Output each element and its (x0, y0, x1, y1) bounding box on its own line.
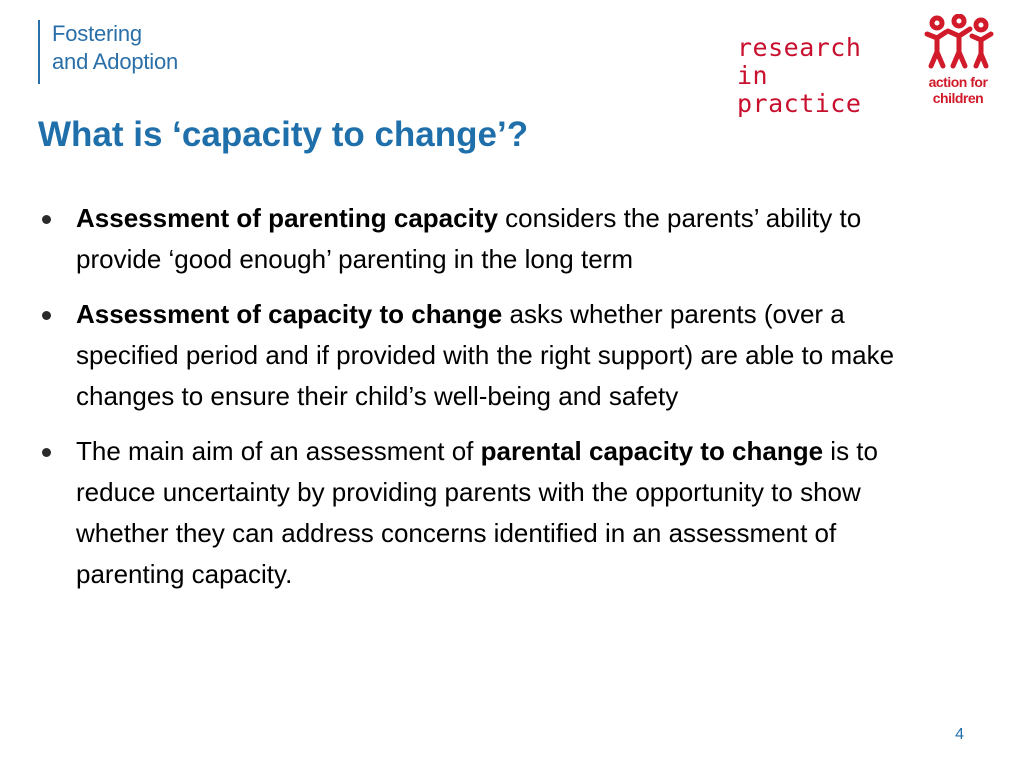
research-logo-line2: in practice (737, 61, 862, 118)
bullet-bold-mid: parental capacity to change (480, 436, 824, 466)
bullet-text-pre: The main aim of an assessment of (76, 436, 481, 466)
action-for-children-logo (918, 14, 998, 114)
fostering-logo-line2: and Adoption (52, 49, 179, 74)
bullet-item (38, 294, 908, 417)
bullet-dot-icon (42, 311, 51, 320)
research-logo-line1: research (737, 33, 862, 62)
bullet-list (38, 198, 908, 609)
slide-title: What is ‘capacity to change’? (38, 115, 529, 154)
afc-logo-line1: action for (928, 74, 988, 90)
fostering-and-adoption-logo (38, 20, 178, 84)
bullet-item (38, 198, 908, 280)
bullet-bold-lead: Assessment of capacity to change (76, 299, 503, 329)
bullet-bold-lead: Assessment of parenting capacity (76, 203, 498, 233)
page-number: 4 (955, 726, 964, 743)
children-figures-icon (924, 14, 994, 70)
research-in-practice-logo (737, 34, 887, 118)
afc-logo-line2: children (932, 90, 984, 106)
fostering-logo-line1: Fostering (52, 21, 142, 46)
bullet-text: asks whether parents (over a specified period and if provided with the right support) are able to make changes to ensure their child’s well-being and safety (76, 299, 895, 411)
bullet-text-post: is to reduce uncertainty by providing parents with the opportunity to show whether they can address concerns identified in an assessment of parenting capacity. (76, 436, 878, 589)
bullet-text: considers the parents’ ability to provide ‘good enough’ parenting in the long term (76, 203, 862, 274)
bullet-item (38, 431, 908, 595)
bullet-dot-icon (42, 215, 51, 224)
bullet-dot-icon (42, 448, 51, 457)
afc-logo-text (918, 74, 998, 106)
